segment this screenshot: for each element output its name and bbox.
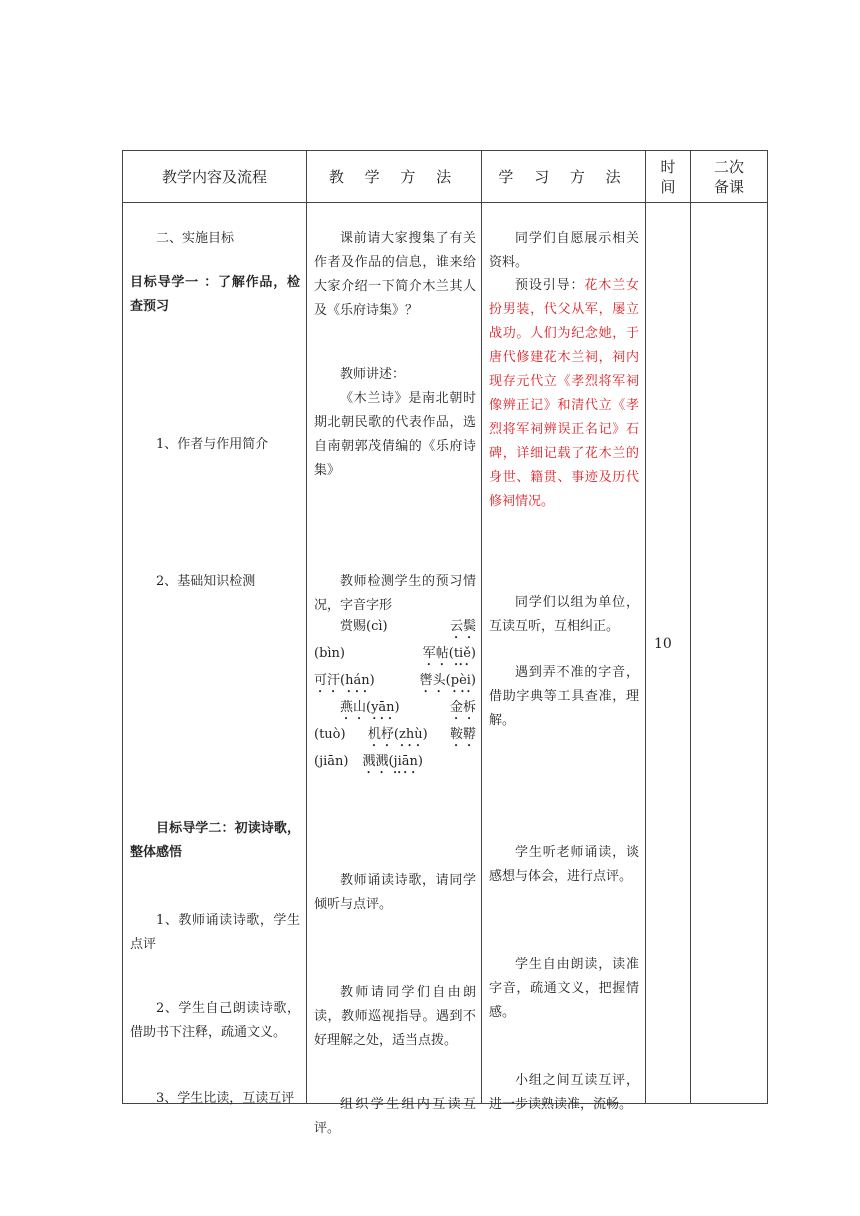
step-compare-read: 3、学生比读，互读互评 [156,1091,295,1106]
learning-listen: 学生听老师诵读，谈感想与体会，进行点评。 [489,845,639,884]
teaching-collect-info: 课前请大家搜集了有关作者及作品的信息，谁来给大家介绍一下简介木兰其人及《乐府诗集》？ [314,231,476,318]
teaching-check-preview: 教师检测学生的预习情况，字音字形 [314,574,476,613]
step-author-intro: 1、作者与作用简介 [156,437,269,452]
goal-one-heading: 目标导学一 ：了解作品，检查预习 [130,275,300,314]
vocab-word: 机杼(zhù) [367,727,428,742]
vocab-word: 金柝 [449,700,476,715]
learning-dictionary: 遇到弄不准的字音，借助字典等工具查准，理解。 [489,665,639,728]
vocab-word: 溅溅(jiān) [362,754,423,769]
time-column [646,203,691,1104]
vocab-pinyin: (tuò) [314,727,346,742]
vocab-word: 辔头(pèi) [419,673,476,688]
content-column [123,203,307,1104]
goal-two-heading: 目标导学二：初读诗歌，整体感悟 [130,821,300,860]
header-teaching-method: 教 学 方 法 [307,151,482,203]
step-knowledge-check: 2、基础知识检测 [156,574,256,589]
header-content: 教学内容及流程 [123,151,307,203]
learning-show-material: 同学们自愿展示相关资料。 [489,231,639,270]
second-prep-column [691,203,768,1104]
teaching-narration-label: 教师讲述： [340,367,406,382]
vocab-word: 鞍鞯 [449,727,476,742]
learning-free-read: 学生自由朗读，读准字音，疏通文义，把握情感。 [489,957,639,1020]
teaching-group-read: 组织学生组内互读互评。 [314,1097,476,1136]
learning-guidance: 预设引导：花木兰女扮男装，代父从军，屡立战功。人们为纪念她，于唐代修建花木兰祠，祠内现存元代立《孝烈将军祠像辨正记》和清代立《孝烈将军祠辨误正名记》石碑，详细记载了花木兰的身世、籍贯、事迹及历代修祠情况。 [489,278,639,509]
vocab-word: 可汗(hán) [314,673,375,688]
vocab-word: 燕山(yān) [340,700,400,715]
header-row [123,151,768,203]
vocab-word: 军帖(tiě) [422,646,476,661]
teaching-method-column [307,203,482,1136]
header-second-prep: 二次备课 [691,151,768,203]
body-row [123,203,768,1104]
header-time: 时间 [646,151,691,203]
guidance-highlight: 花木兰女扮男装，代父从军，屡立战功。人们为纪念她，于唐代修建花木兰祠，祠内现存元代立《孝烈将军祠像辨正记》和清代立《孝烈将军祠辨误正名记》石碑，详细记载了花木兰的身世、籍贯、事迹及历代修祠情况。 [489,278,639,509]
learning-group-read: 同学们以组为单位，互读互听，互相纠正。 [489,595,639,634]
teaching-free-read: 教师请同学们自由朗读，教师巡视指导。遇到不好理解之处，适当点拨。 [314,985,476,1048]
vocab-word: 赏赐(cì) [340,619,388,634]
header-learning-method: 学 习 方 法 [482,151,646,203]
teaching-recite: 教师诵读诗歌，请同学倾听与点评。 [314,873,476,912]
learning-peer-review: 小组之间互读互评，进一步读熟读准，流畅。 [489,1073,639,1112]
vocab-list [314,615,476,777]
section-title: 二、实施目标 [156,231,235,246]
vocab-pinyin: (bìn) [314,646,345,661]
step-self-read: 2、学生自己朗读诗歌，借助书下注释，疏通文义。 [130,1001,300,1040]
step-teacher-recite: 1、教师诵读诗歌，学生点评 [130,913,300,952]
lesson-table [122,150,768,1136]
vocab-pinyin: (jiān) [314,754,349,769]
learning-method-column [482,203,646,1112]
vocab-word: 云鬓 [449,619,476,634]
time-value: 10 [654,636,672,652]
teaching-narration: 《木兰诗》是南北朝时期北朝民歌的代表作品，选自南朝郭茂倩编的《乐府诗集》 [314,391,476,478]
